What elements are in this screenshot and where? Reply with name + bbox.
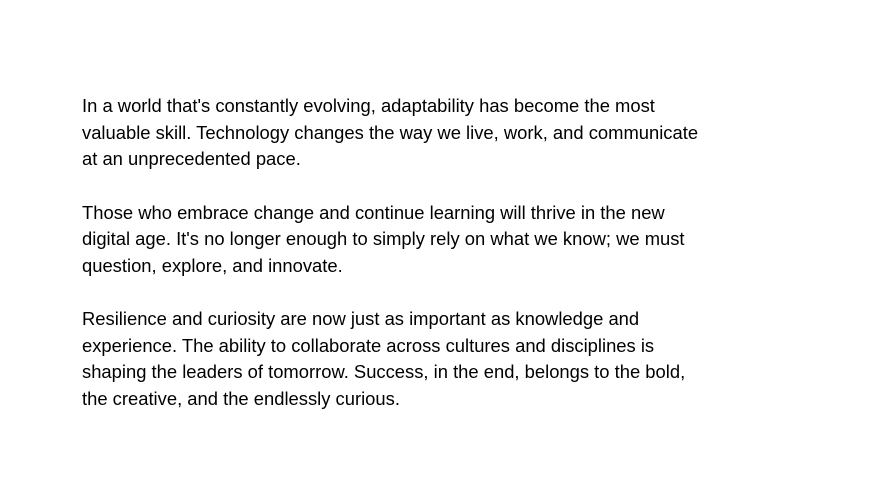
paragraph-resilience: Resilience and curiosity are now just as important as knowledge and experience. The ability to collaborate across cultures and disciplines is shaping the leaders of tomorrow. Success, in the end, belongs to the bold, the creative, and the endlessly curious. [82,308,686,409]
document-body [82,93,782,412]
paragraph-adaptability: In a world that's constantly evolving, adaptability has become the most valuable skill. Technology changes the way we live, work, and communicate at an unprecedented pace. [82,95,699,169]
paragraph-embrace-change: Those who embrace change and continue learning will thrive in the new digital age. It's no longer enough to simply rely on what we know; we must question, explore, and innovate. [82,201,685,276]
